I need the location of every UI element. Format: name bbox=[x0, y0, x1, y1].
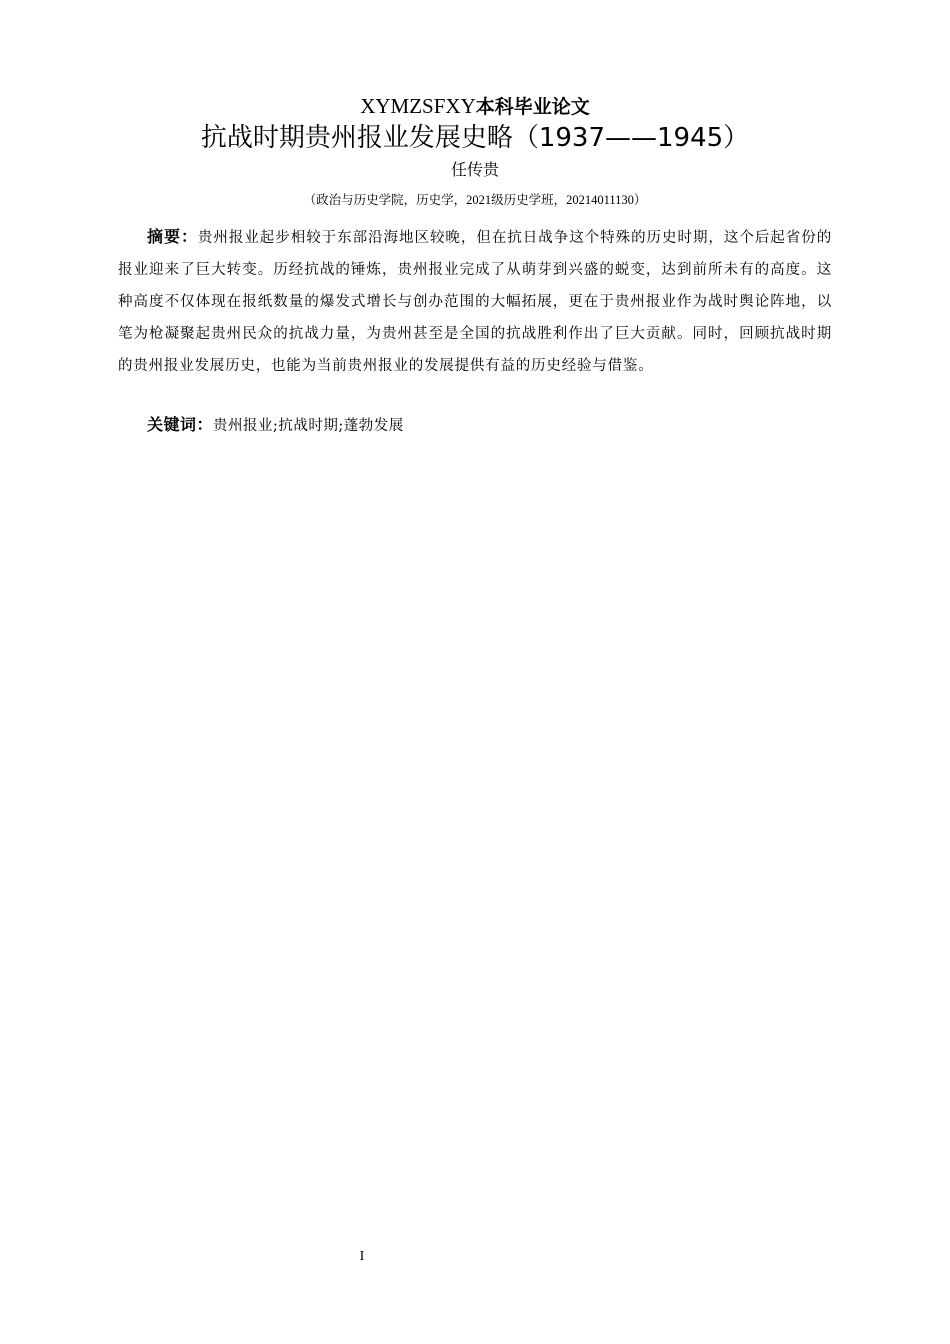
paper-title: 抗战时期贵州报业发展史略（1937——1945） bbox=[200, 123, 750, 153]
keywords-text: 贵州报业;抗战时期;蓬勃发展 bbox=[213, 418, 404, 434]
page-number: I bbox=[359, 1249, 365, 1264]
author-affiliation: （政治与历史学院，历史学，2021级历史学班，20214011130） bbox=[303, 193, 647, 207]
author-name: 任传贵 bbox=[450, 160, 499, 179]
keywords-label: 关键词： bbox=[147, 415, 214, 434]
thesis-header-label: 本科毕业论文 bbox=[475, 96, 590, 118]
thesis-header bbox=[0, 92, 950, 121]
keywords-paragraph bbox=[118, 409, 832, 442]
thesis-header-prefix: XYMZSFXY bbox=[360, 94, 476, 118]
abstract-text: 贵州报业起步相较于东部沿海地区较晚，但在抗日战争这个特殊的历史时期，这个后起省份的报业迎来了巨大转变。历经抗战的锤炼，贵州报业完成了从萌芽到兴盛的蜕变，达到前所未有的高度。这种高度不仅体现在报纸数量的爆发式增长与创办范围的大幅拓展，更在于贵州报业作为战时舆论阵地，以笔为枪凝聚起贵州民众的抗战力量，为贵州甚至是全国的抗战胜利作出了巨大贡献。同时，回顾抗战时期的贵州报业发展历史，也能为当前贵州报业的发展提供有益的历史经验与借鉴。 bbox=[118, 230, 833, 374]
abstract-label: 摘要： bbox=[147, 227, 198, 246]
abstract-paragraph bbox=[118, 221, 832, 382]
